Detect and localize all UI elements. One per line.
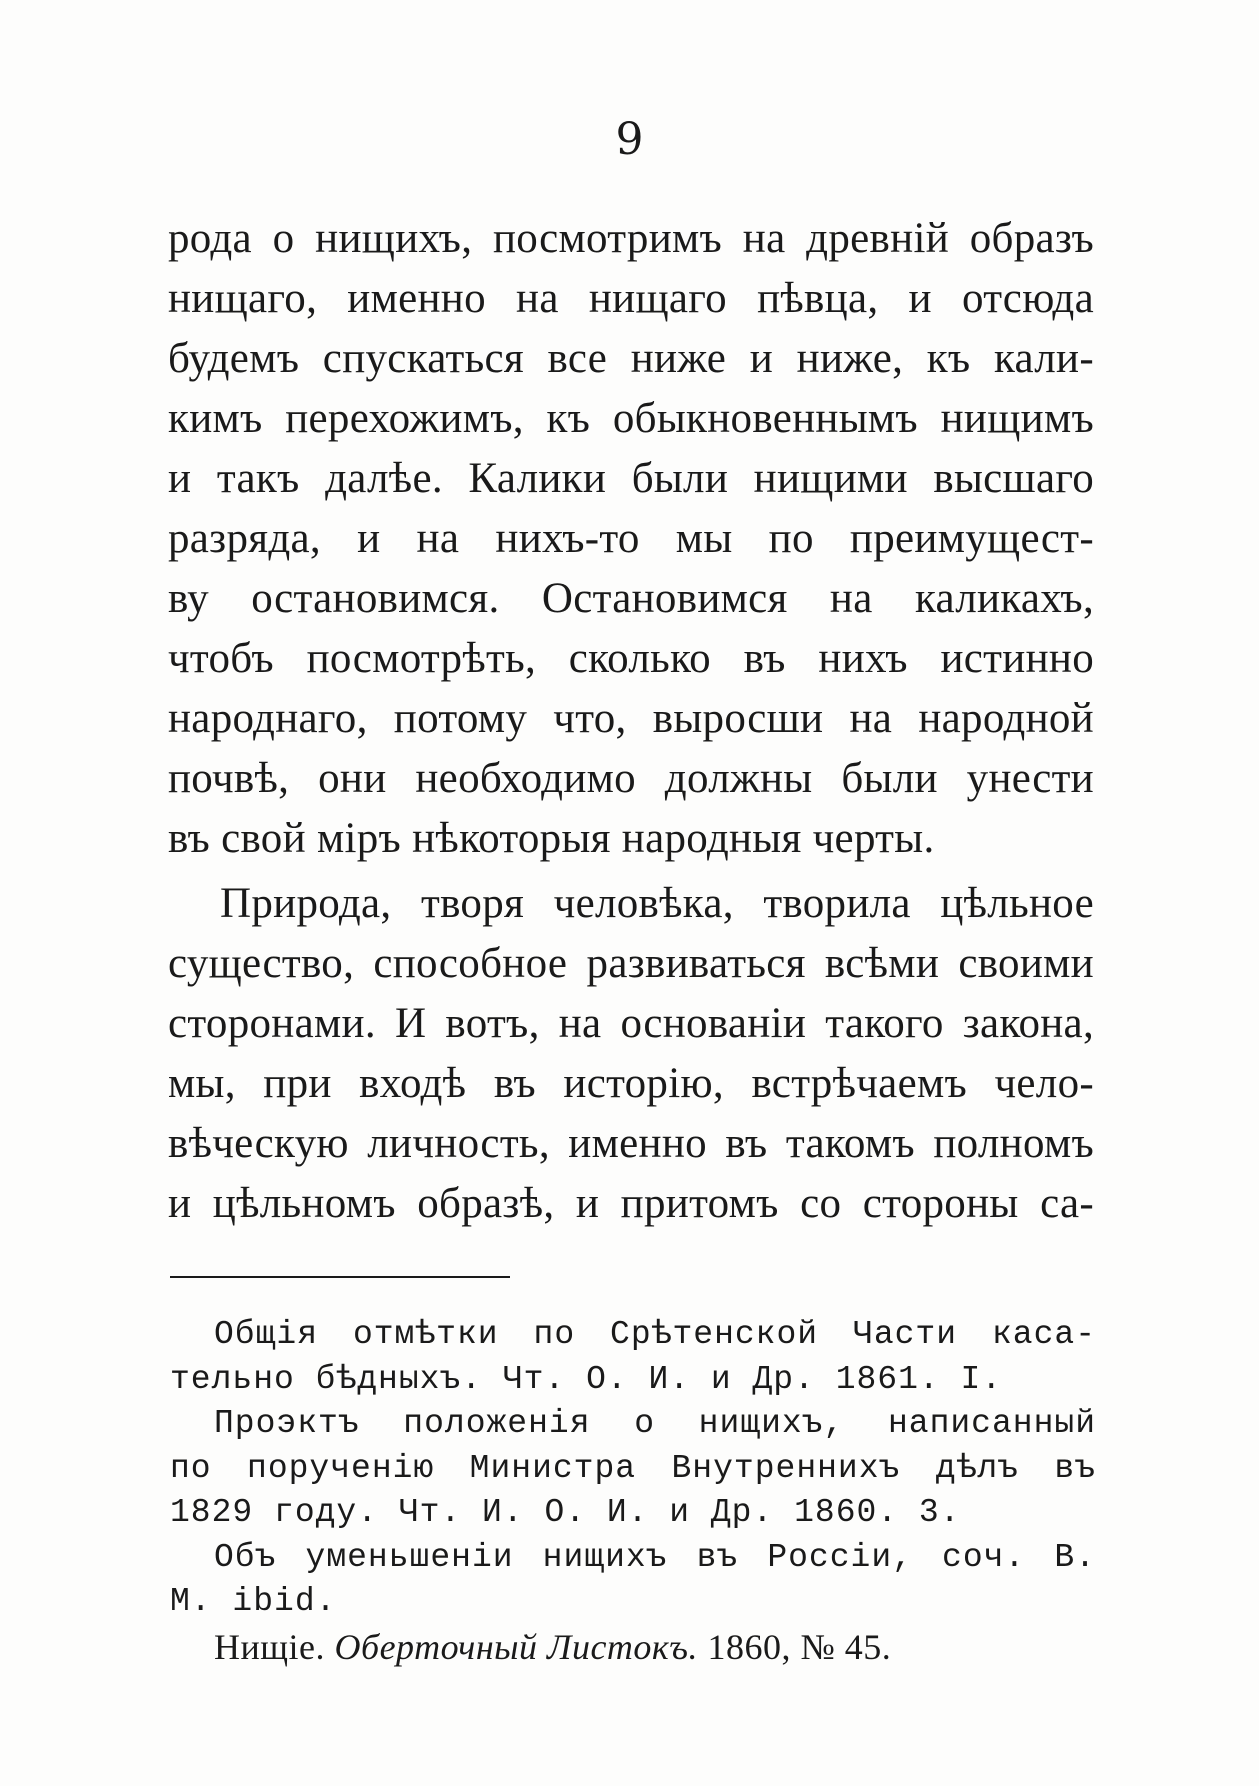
footnotes — [170, 1313, 1096, 1669]
footnote-line: М. ibid. — [170, 1583, 337, 1620]
text-line: кимъ перехожимъ, къ обыкновеннымъ нищимъ — [168, 395, 1094, 442]
footnote-4-suffix: 1860, № 45. — [707, 1626, 892, 1667]
footnote-line: Общія отмѣтки по Срѣтенской Части каса- — [214, 1316, 1096, 1353]
text-line: мы, при входѣ въ исторію, встрѣчаемъ чело- — [168, 1060, 1094, 1107]
footnote-line: Проэктъ положенія о нищихъ, написанный — [214, 1405, 1096, 1442]
footnote-2 — [170, 1402, 1096, 1536]
text-line: народнаго, потому что, выросши на народной — [168, 695, 1094, 742]
text-line: и такъ далѣе. Калики были нищими высшаго — [168, 455, 1094, 502]
text-line: чтобъ посмотрѣть, сколько въ нихъ истинно — [168, 635, 1094, 682]
footnote-line — [214, 1625, 1096, 1670]
footnote-line: Объ уменьшеніи нищихъ въ Россіи, соч. В. — [214, 1538, 1096, 1576]
paragraph-1 — [168, 209, 1094, 869]
footnote-3 — [170, 1536, 1096, 1625]
footnote-line: по порученію Министра Внутреннихъ дѣлъ въ — [170, 1449, 1096, 1487]
text-line: вѣческую личность, именно въ такомъ полномъ — [168, 1120, 1094, 1167]
text-line: Природа, творя человѣка, творила цѣльное — [220, 880, 1094, 927]
paragraph-2 — [168, 874, 1094, 1234]
footnote-4-prefix: Нищіе. — [214, 1626, 325, 1667]
page-number: 9 — [615, 114, 644, 165]
text-line: будемъ спускаться все ниже и ниже, къ кали- — [168, 335, 1094, 382]
footnote-4 — [214, 1625, 1096, 1670]
text-line: ву остановимся. Остановимся на каликахъ, — [168, 575, 1094, 622]
text-line: почвѣ, они необходимо должны были унести — [168, 755, 1094, 802]
text-line: въ свой міръ нѣкоторыя народныя черты. — [168, 815, 935, 862]
text-line: существо, способное развиваться всѣми своими — [168, 940, 1094, 987]
text-line: нищаго, именно на нищаго пѣвца, и отсюда — [168, 275, 1094, 322]
footnote-separator — [170, 1276, 510, 1278]
text-line: разряда, и на нихъ-то мы по преимущест- — [168, 515, 1094, 562]
footnote-1 — [170, 1313, 1096, 1402]
text-line: сторонами. И вотъ, на основаніи такого закона, — [168, 1000, 1094, 1047]
footnote-line: тельно бѣдныхъ. Чт. О. И. и Др. 1861. I. — [170, 1360, 1003, 1398]
text-line: и цѣльномъ образѣ, и притомъ со стороны са- — [168, 1180, 1094, 1227]
text-line: рода о нищихъ, посмотримъ на древній образъ — [168, 215, 1094, 262]
footnote-4-title: Оберточный Листокъ. — [334, 1626, 698, 1667]
footnote-line: 1829 году. Чт. И. О. И. и Др. 1860. 3. — [170, 1494, 961, 1531]
